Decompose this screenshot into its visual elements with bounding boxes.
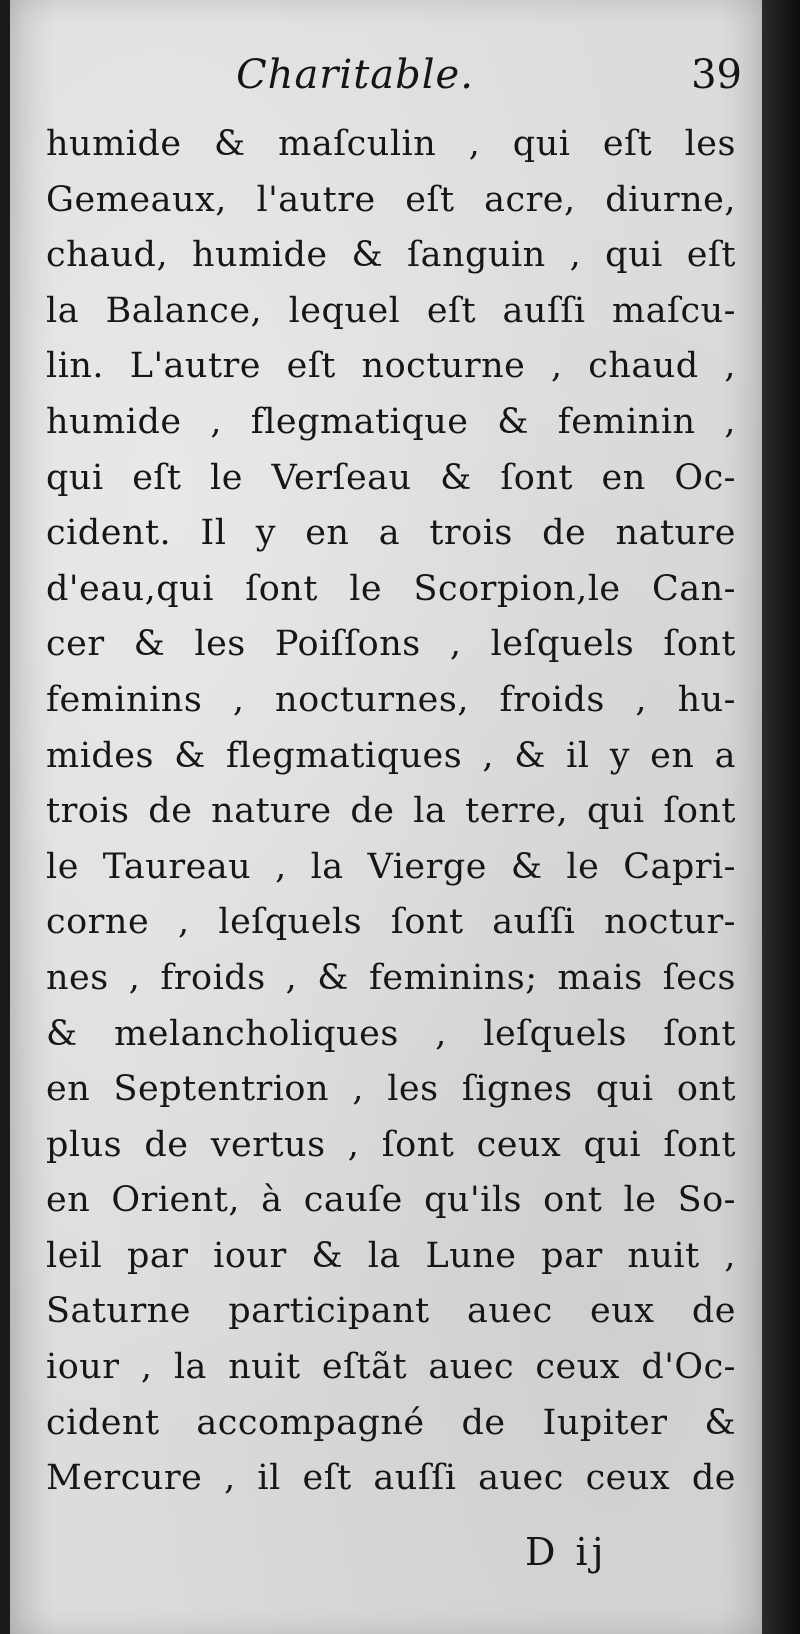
text-line: corne , leſquels ſont auſſi noctur- [46,902,736,943]
text-line: chaud, humide & ſanguin , qui eſt [46,235,736,276]
text-line: qui eſt le Verſeau & ſont en Oc- [46,457,736,498]
text-line: Mercure , il eſt auſſi auec ceux de [46,1458,736,1499]
text-line: humide , flegmatique & feminin , [46,401,736,442]
text-line: humide & maſculin , qui eſt les [46,124,736,164]
text-line: cer & les Poiſſons , leſquels ſont [46,624,736,665]
text-line: plus de vertus , ſont ceux qui ſont [46,1124,736,1165]
text-line: & melancholiques , leſquels ſont [46,1013,736,1054]
text-line: feminins , nocturnes, froids , hu- [46,679,736,720]
text-line: Gemeaux, l'autre eſt acre, diurne, [46,179,736,220]
text-line: la Balance, lequel eſt auſſi maſcu- [46,290,736,331]
running-head [10,50,762,110]
text-line: lin. L'autre eſt nocturne , chaud , [46,346,736,387]
text-line: iour , la nuit eſtãt auec ceux d'Oc- [46,1347,736,1388]
text-line: leil par iour & la Lune par nuit , [46,1235,736,1276]
text-line: mides & flegmatiques , & il y en a [46,735,736,776]
text-line: d'eau,qui ſont le Scorpion,le Can- [46,568,736,609]
text-line: cident accompagné de Iupiter & [46,1402,736,1443]
text-line: cident. Il y en a trois de nature [46,513,736,554]
book-spine-edge [762,0,800,1634]
text-line: en Orient, à cauſe qu'ils ont le So- [46,1180,736,1221]
running-title: Charitable. [236,52,474,98]
text-line: le Taureau , la Vierge & le Capri- [46,846,736,887]
text-line: trois de nature de la terre, qui ſont [46,791,736,832]
page-number: 39 [691,52,742,98]
text-line: Saturne participant auec eux de [46,1291,736,1332]
text-line: en Septentrion , les ſignes qui ont [46,1069,736,1110]
signature-mark: D ij [525,1530,608,1574]
book-page [10,0,762,1634]
text-line: nes , froids , & feminins; mais ſecs [46,957,736,998]
body-text [46,117,736,1507]
